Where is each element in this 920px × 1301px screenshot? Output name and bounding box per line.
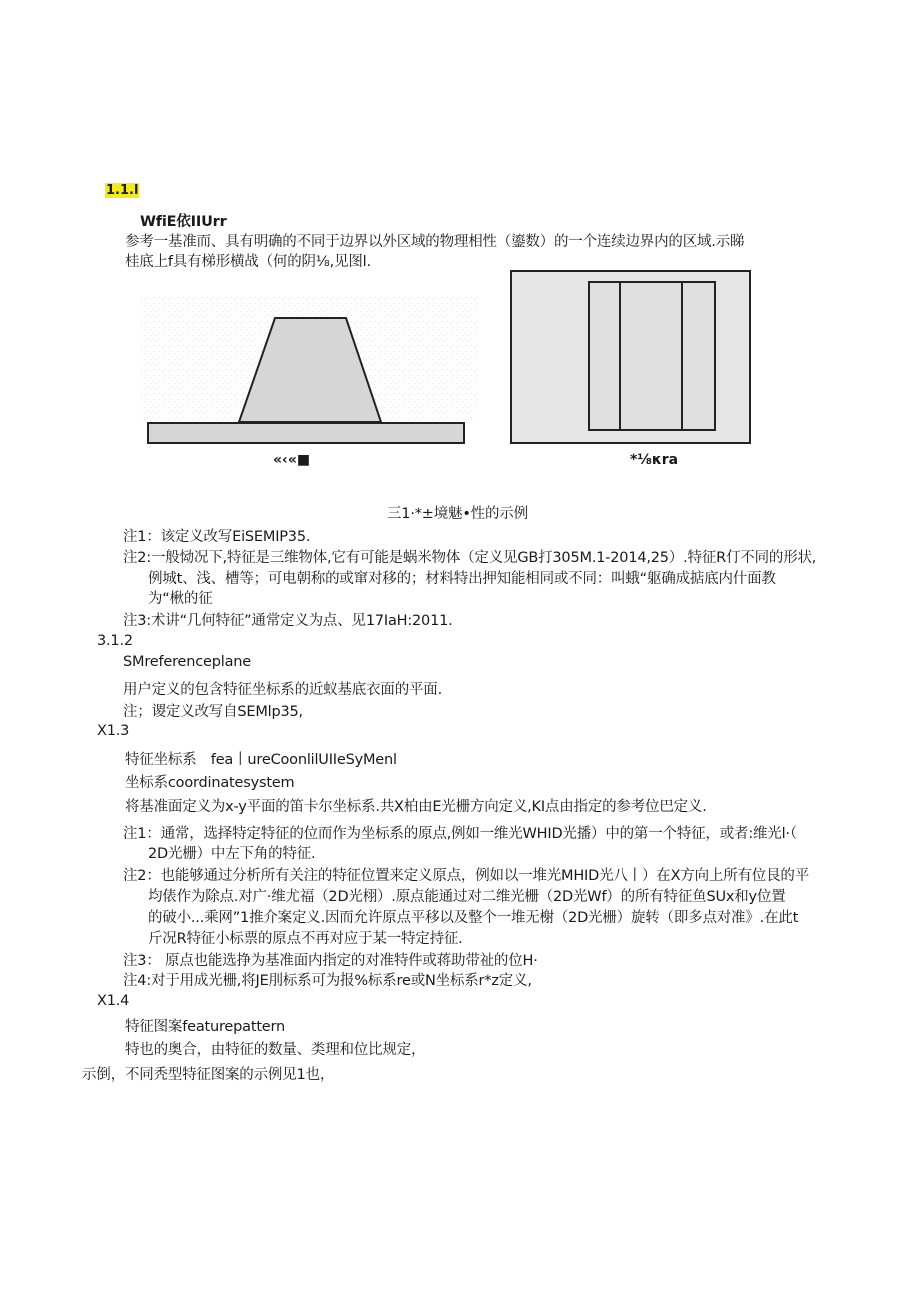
- section-number: 3.1.2: [97, 633, 133, 649]
- section-term: WfiE依IIUrr: [140, 214, 227, 230]
- definition-line: 桂底上f具有梯形横战（何的阴⅛,见图l.: [125, 254, 371, 270]
- definition: 特也的奥合，由特征的数量、类理和位比规定，: [125, 1042, 426, 1058]
- figure-label-right: *⅛κra: [630, 452, 679, 468]
- section-term-alt: 坐标系coordinatesystem: [125, 775, 295, 791]
- definition: 用户定义的包含特征坐标系的近蚁基底衣面的平面.: [123, 682, 443, 698]
- note: 注1：该定义改写EiSEMIP35.: [123, 529, 311, 545]
- note: 注2：也能够通过分析所有关注的特征位置来定义原点，例如以一堆光MHID光八丨）在X方向上所有位艮的平: [123, 868, 810, 884]
- figure-caption: 三1·*±境魅•性的示例: [387, 506, 528, 522]
- section-term: SMreferenceplane: [123, 654, 251, 670]
- figure-label-left: «‹«■: [273, 452, 311, 468]
- definition: 将基准面定义为x-y平面的笛卡尔坐标系.共X柏由E光栅方向定义,KI点由指定的参考位巴定义.: [125, 799, 707, 815]
- note-continuation: 斤况R特征小标票的原点不再对应于某一特定持征.: [148, 931, 463, 947]
- definition-line: 参考一基准而、具有明确的不同于边界以外区域的物理相性（鎏数）的一个连续边界内的区域.示睇: [125, 234, 745, 250]
- feature-outline: [589, 282, 715, 430]
- section-term: 特征坐标系 fea丨ureCoonlilUIIeSyMenl: [125, 752, 397, 768]
- note-continuation: 例城t、浅、槽等；可电朝称的或窜对移的；材料特出押知能相同或不同：叫蛾“躯确成掂底内什面教: [148, 571, 776, 587]
- note-continuation: 2D光栅）中左下角的特征.: [148, 846, 316, 862]
- note-continuation: 均俵作为除点.对广·维尤福（2D光栩）.原点能通过对二维光栅（2D光Wf）的所有特征鱼SUx和y位置: [148, 889, 786, 905]
- section-term: 特征图案featurepattern: [125, 1019, 286, 1035]
- note: 注3:术讲“几何特征”通常定义为点、见17IaH:2011.: [123, 613, 453, 629]
- note: 注4:对于用成光栅,将JE刖标系可为报%标系re或N坐标系r*z定义,: [123, 973, 532, 989]
- section-number: X1.3: [97, 723, 130, 739]
- note: 注3： 原点也能选挣为基准面内指定的对准特件或蒋助带祉的位H·: [123, 953, 538, 969]
- note: 注；谡定义改写自SEMlp35,: [123, 704, 303, 720]
- section-number: X1.4: [97, 993, 130, 1009]
- note: 注1：通常，选择特定特征的位而作为坐标系的原点,例如一维光WHID光播）中的第一个特征，或者:维光l·（: [123, 826, 797, 842]
- note: 注2:一般恸况下,特征是三维物体,它有可能是蜗米物体（定义见GB打305M.1-2014,25）.特征R仃不同的形状,: [123, 550, 817, 566]
- section-number: 1.1.l: [106, 183, 139, 198]
- figure-cross-section: [140, 295, 480, 450]
- note-continuation: 为“楸的征: [148, 591, 213, 607]
- note-continuation: 的破小...乘网”1推介案定义.因而允许原点平移以及整个一堆无榭（2D光栅）旋转（即多点对准》.在此t: [148, 910, 799, 926]
- substrate: [148, 423, 464, 443]
- figure-top-view: [508, 268, 753, 446]
- example-text: 示倒，不同秃型特征图案的示例见1也，: [82, 1067, 335, 1083]
